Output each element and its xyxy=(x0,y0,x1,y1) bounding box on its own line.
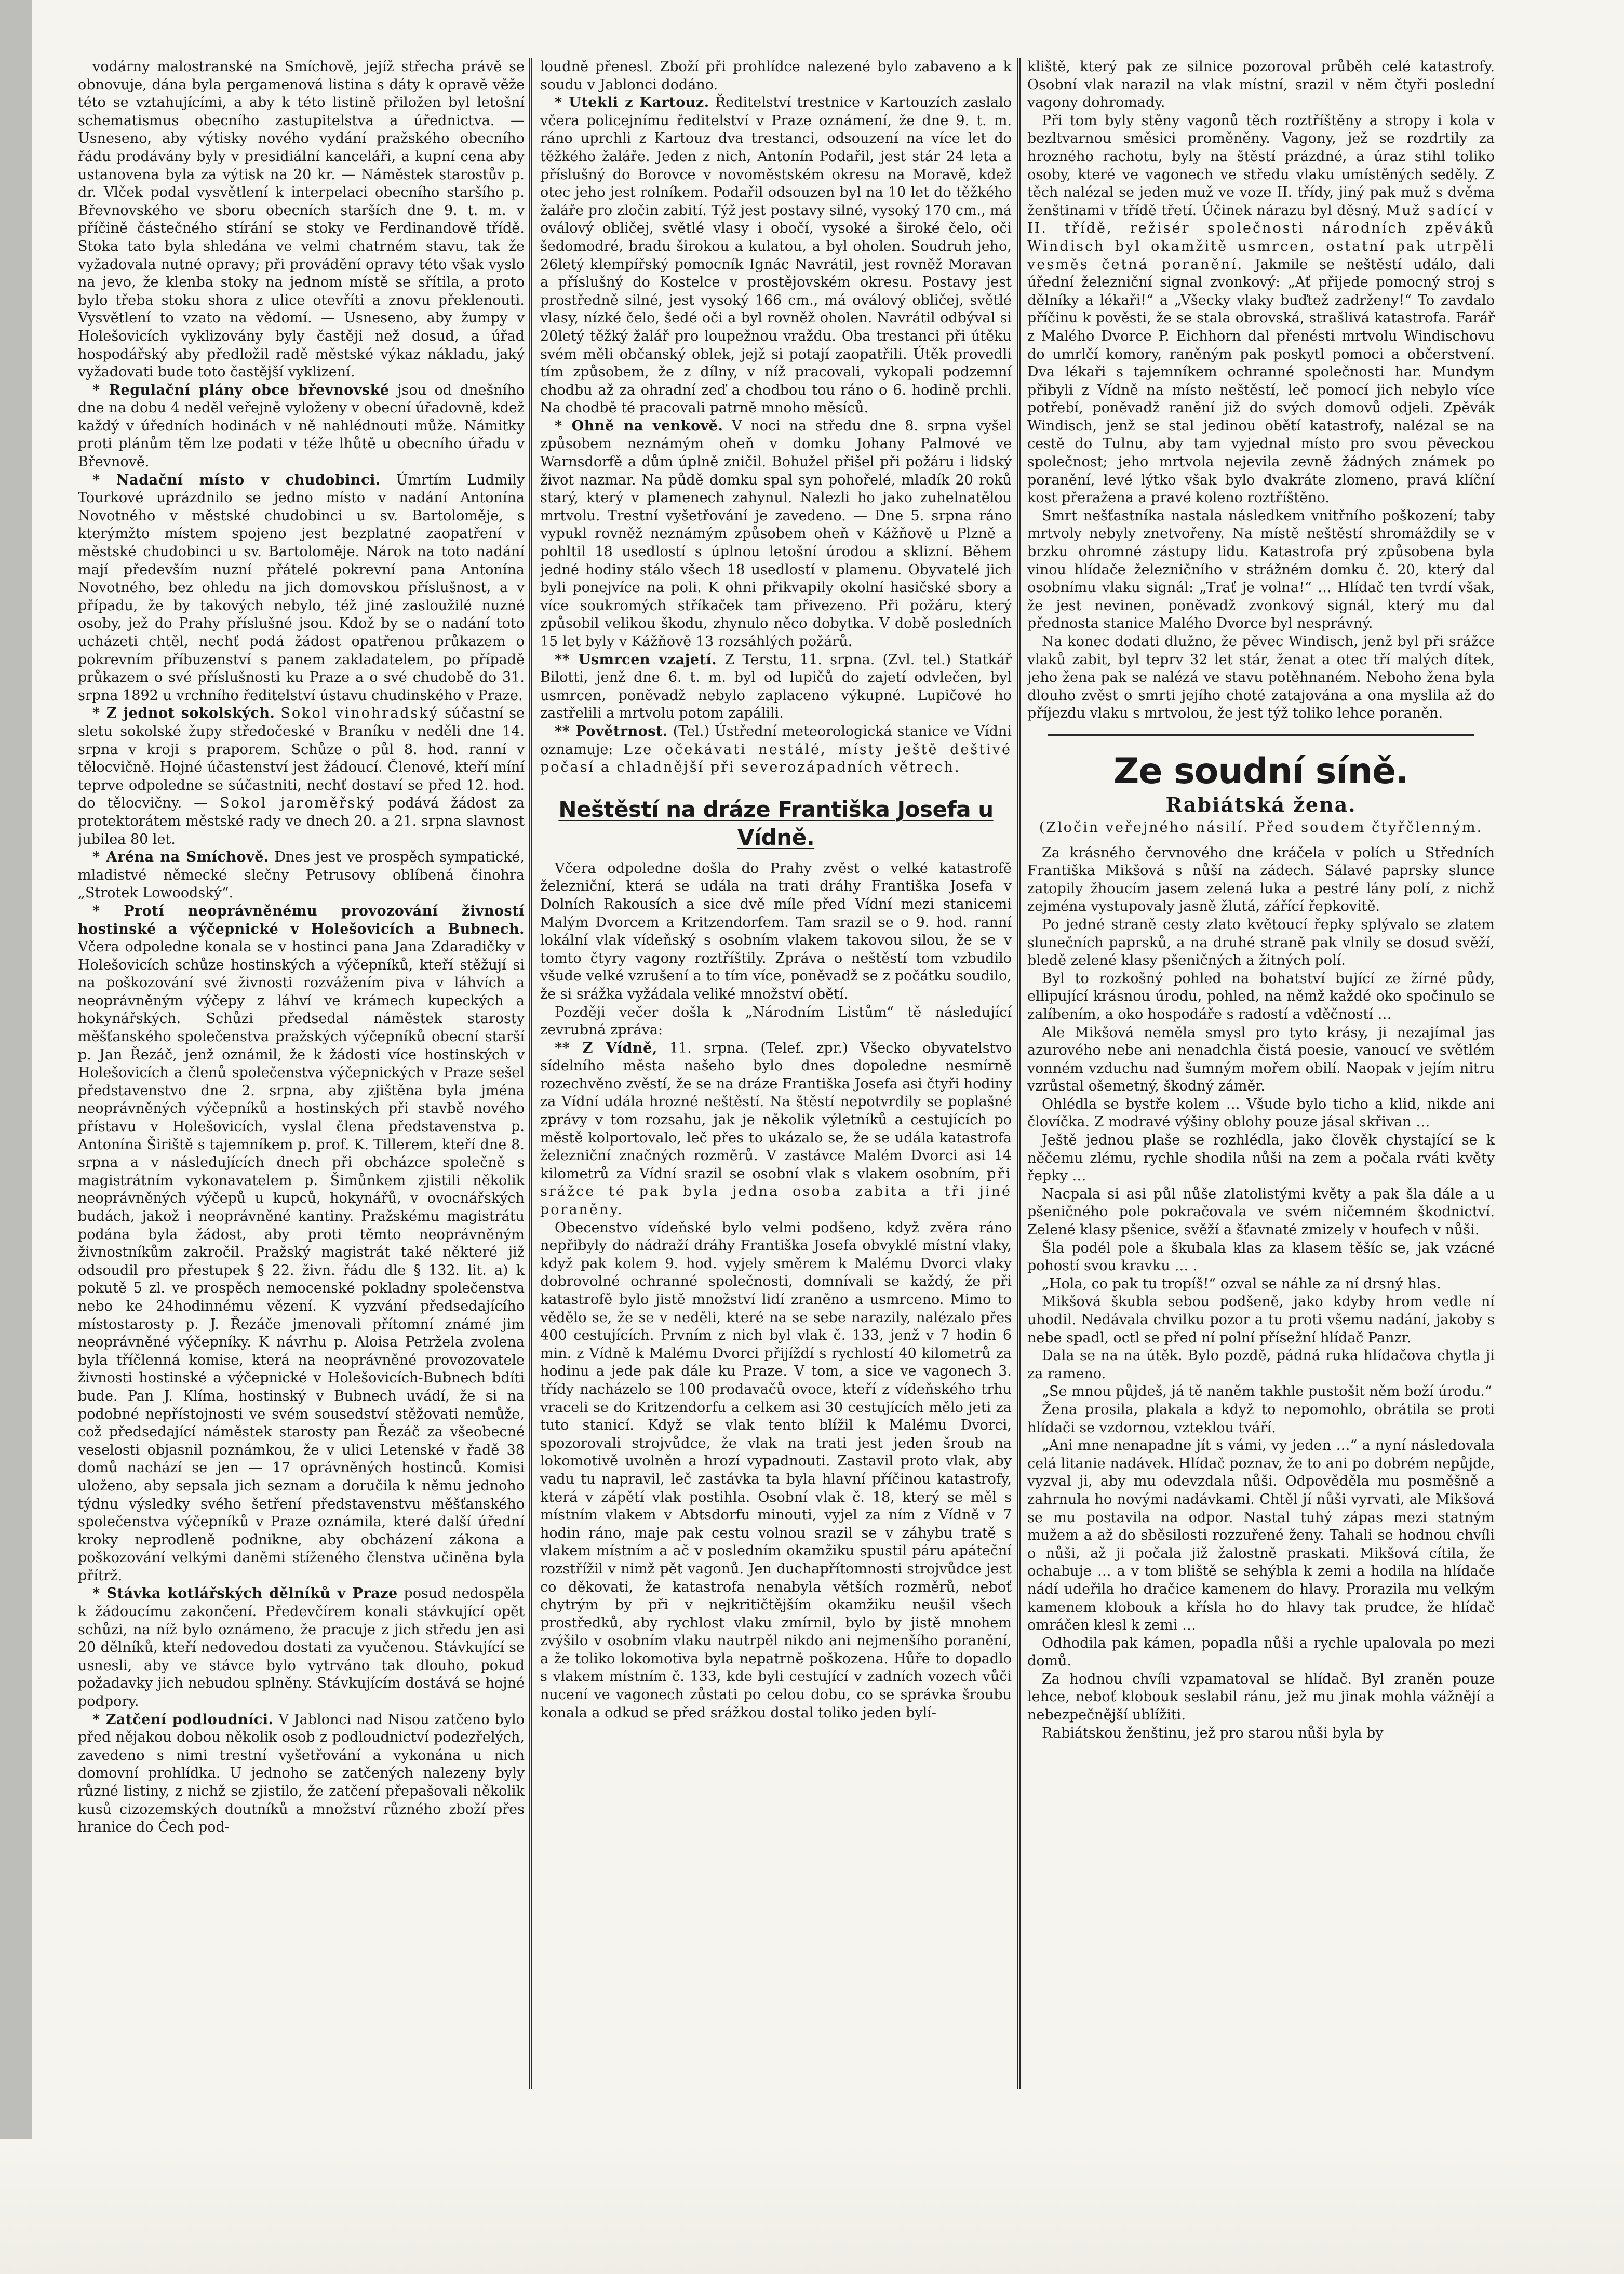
body-text: 11. srpna. (Telef. zpr.) Všecko obyvatelstvo sídelního města našeho bylo dnes dopoledne nesmírně rozechvěno zvěstí, že se na dráze Františka Josefa asi čtyři hodiny za Vídní udála hrozné neštěstí. Na štěstí nepotvrdily se poplašné zprávy v tom rozsahu, jak je několik výletníků a cestujících po městě kolportovalo, leč přes to ukázalo se, že se udála katastrofa železniční značných rozměrů. V zastávce Malém Dvorci asi 14 kilometrů za Vídní srazil se osobní vlak s vlakem osobním, xyxy=(540,1040,1012,1182)
body-text: Ohlédla se bystře kolem … Všude bylo ticho a klid, nikde ani človíčka. Z modravé výšiny oblohy pouze jásal skřivan … xyxy=(1027,1096,1495,1131)
paragraph xyxy=(1027,1635,1495,1671)
column-rule-1b xyxy=(529,58,530,2089)
news-item xyxy=(540,1040,1012,1219)
paragraph xyxy=(1027,970,1495,1024)
news-item-headline: * Z jednot sokolských. xyxy=(92,705,275,722)
news-item-headline: * Ohně na venkově. xyxy=(555,418,723,434)
emphasized-text: Muž sadící v II. třídě, režisér společnosti národních zpěváků Windisch byl okamžitě usmrcen, ostatní pak utrpěli vesměs četná poranění. xyxy=(1027,202,1495,273)
scan-left-margin xyxy=(0,0,32,2274)
paragraph xyxy=(540,1219,1012,1723)
section-headline: Ze soudní síně. xyxy=(1113,750,1408,792)
news-item-headline: * Regulační plány obce břevnovské xyxy=(92,382,390,398)
body-text: Později večer došla k „Národním Listům“ tě následující zevrubná zpráva: xyxy=(540,1004,1012,1039)
news-item-headline: * Zatčení podloudníci. xyxy=(92,1711,274,1728)
news-item xyxy=(540,723,1012,777)
emphasized-text: při srážce té pak byla jedna osoba zabita a tři jiné poraněny. xyxy=(540,1165,1012,1218)
body-text: Ředitelství trestnice v Kartouzích zaslalo včera policejnímu ředitelství v Praze oznámení, že dne 9. t. m. ráno uprchli z Kartouz dva trestanci, odsouzení na více let do těžkého žaláře. Jeden z nich, Antonín Podařil, jest stár 24 leta a příslušný do Borovce v novoměstském okresu na Moravě, kdež otec jeho jest rolníkem. Podařil odsouzen byl na 10 let do těžkého žaláře pro zločin zabití. Týž jest postavy silné, vysoký 170 cm., má oválový obličej, světlé vlasy i obočí, vysoké a široké čelo, oči šedomodré, bradu širokou a kulatou, a byl oholen. Soudruh jeho, 26letý klempířský pomocník Ignác Navrátil, jest rovněž Moravan a příslušný do Kostelce v prostějovském okresu. Postavy jest prostředně silné, jest vysoký 166 cm., má oválový obličej, světlé vlasy, nízké čelo, šedé oči a byl rovněž oholen. Navrátil odbýval si 20letý těžký žalář pro loupežnou vraždu. Oba trestanci při útěku svém měli občanský oblek, jejž si potají zaopatřili. Útěk provedli tím způsobem, že z dílny, v níž pracovali, vykopali podzemní chodbu až za ohradní zeď a chodbou tou ráno o 6. hodině prchli. Na chodbě té pracovali patrně mnoho měsíců. xyxy=(540,95,1012,416)
paragraph xyxy=(1027,1437,1495,1635)
body-text: Odhodila pak kámen, popadla nůši a rychle upalovala po mezi domů. xyxy=(1027,1635,1495,1670)
body-text: Nacpala si asi půl nůše zlatolistými květy a pak šla dále a u pšeničného pole pokračovala ve svém ničemném škodnictví. Zelené klasy pšenice, svěží a šťavnaté zmizely v houfech v nůši. xyxy=(1027,1186,1495,1239)
paragraph xyxy=(1027,1096,1495,1132)
body-text: Na konec dodati dlužno, že pěvec Windisch, jenž byl při srážce vlaků zabit, byl teprv 32 let stár, ženat a otec tří malých dítek, jeho žena pak se nalézá ve stavu potěhnaném. Neboho žena byla dlouho zvěst o smrti jejího choté zatajována a ona myslila až do příjezdu vlaku s mrtvolou, že jest týž toliko lehce poraněn. xyxy=(1027,634,1495,722)
body-text: Včera odpoledne konala se v hostinci pana Jana Zdaradičky v Holešovicích schůze hostinských a výčepníků, kteří stěžují si na poškozování své živnosti rozvážením piva v láhvích a neoprávněným výčepy z láhví ve krámech kupeckých a hokynářských. Schůzi předsedal náměstek starosty měšťanského společenstva pražských výčepníků obecní starší p. Jan Řezáč, jenž oznámil, že k žádosti více hostinských v Holešovicích a členů společenstva výčepnických v Praze sešel představenstvo dne 2. srpna, aby zjištěna byla jména neoprávněných výčepníků a hostinských při stavbě nového přístavu v Holešovicích, vyslal člena představenstva p. Antonína Širiště s tajemníkem p. prof. K. Tillerem, kteří dne 8. srpna a v následujících dnech při obcházce společně s magistrátním vykonavatelem p. Šimůnkem zjistili několik neoprávněných výčepů u kupců, hokynářů, v ovocnářských budách, jakož i neoprávněné kantiny. Pražskému magistrátu podána byla žádost, aby proti těmto neoprávněným živnostníkům zakročil. Pražský magistrát také některé již odsoudil pro přestupek § 22. živn. řádu dle § 132. lit. a) k pokutě 5 zl. ve prospěch nemocenské pokladny společenstva nebo ke 24hodinnému vězení. K vyzvání předsedajícího místostarosty p. J. Řezáče jmenovali přítomní známé jim neoprávněné výčepníky. K návrhu p. Aloisa Petržela zvolena byla tříčlenná komise, která na neoprávněné provozovatele živnosti hostinské a výčepnické v Holešovicích-Bubnech bdíti bude. Pan J. Klíma, hostinský v Bubnech uvádí, že si na podobné nepřístojnosti ve svém sousedství stěžovati nemůže, což předsedající náměstek starosty pan Řezáč za všeobecné veselosti objasnil poznámkou, že v ulici Letenské v řadě 38 domů nachází se jen — 17 oprávněných hostinců. Komisi uloženo, aby sepsala jich seznam a doručila k němu jednoho týdnu výsledky svého šetření představenstvu měšťanského společenstva výčepníků v Praze oznámila, které další úřední kroky neprodleně podnikne, aby obcházení zákona a poškozování velkými daněmi stíženého členstva učiněna byla přítrž. xyxy=(78,939,525,1584)
body-text: podává žádost za protektorátem městské rady ve dnech 20. a 21. srpna slavnost jubilea 80 let. xyxy=(78,795,525,847)
body-text: „Hola, co pak tu tropíš!“ ozval se náhle za ní drsný hlas. xyxy=(1042,1275,1441,1292)
body-text: Při tom byly stěny vagonů těch roztříštěny a stropy i kola v bezltvarnou směsici proměněny. Vagony, jež se rozdrtily za hrozného rachotu, byly na štěstí prázdné, a úraz stihl toliko osoby, které ve vagonech ve středu vlaku umístěných seděly. Z těch nalézal se jeden muž ve voze II. třídy, jiný pak muž s dvěma ženštinami v třídě třetí. Účinek nárazu byl děsný. xyxy=(1027,112,1495,219)
body-text: kliště, který pak ze silnice pozoroval průběh celé katastrofy. Osobní vlak narazil na vlak místní, srazil v něm čtyři poslední vagony dohromady. xyxy=(1027,59,1495,111)
news-item xyxy=(78,903,525,1585)
emphasized-text: Sokol jaroměřský xyxy=(220,795,376,812)
body-text: Smrt nešťastníka nastala následkem vnitřního poškození; taby mrtvoly nebyly znetvořeny. Na místě neštěstí shromáždily se v brzku ohromné zástupy lidu. Katastrofa prý způsobena byla vinou hlídače železničního v strážném domku č. 20, který dal osobnímu vlaku signál: „Trať je volna!“ … Hlídač ten tvrdí však, že jest nevinen, poněvadž zvonkový signál, který mu dal přednosta stanice Malého Dvorce byl nesprávný. xyxy=(1027,507,1495,632)
news-item-headline: * Stávka kotlářských dělníků v Praze xyxy=(92,1585,398,1602)
news-item xyxy=(540,94,1012,418)
body-text: loudně přenesl. Zboží při prohlídce nalezené bylo zabaveno a k soudu v Jablonci dodáno. xyxy=(540,59,1012,93)
news-item xyxy=(78,1711,525,1837)
body-text: Žena prosila, plakala a když to nepomohlo, obrátila se proti hlídači se vzdornou, vzteklou tváří. xyxy=(1027,1401,1495,1436)
paragraph xyxy=(1027,1024,1495,1096)
news-item-headline: * Protí neoprávněnému provozování živností hostinské a výčepnické v Holešovicích a Bubnech. xyxy=(78,903,525,937)
paragraph xyxy=(1027,916,1495,970)
body-text: Za krásného červnového dne kráčela v polích u Středních Františka Mikšová s nůší na zádech. Sálavé paprsky slunce zatopily žhoucím jasem zelená luka a pestré lány polí, z nichž zejména vystupovaly jasně žlutá, zářící řepkovitě. xyxy=(1027,844,1495,915)
section-separator xyxy=(1048,734,1474,736)
paragraph xyxy=(1027,1725,1495,1743)
column-1 xyxy=(78,58,525,2089)
paragraph xyxy=(1027,58,1495,112)
paragraph xyxy=(78,58,525,382)
body-text: Dnes jest ve prospěch sympatické, mladistvé německé slečny Petrusovy oblíbená činohra „Strotek Lowoodský“. xyxy=(78,849,525,901)
body-text: (Tel.) Ústřední meteorologická stanice ve Vídni oznamuje: xyxy=(540,723,1012,758)
scan-bottom-margin xyxy=(0,2139,1624,2274)
paragraph xyxy=(1027,1383,1495,1401)
body-text: Po jedné straně cesty zlato květoucí řepky splývalo se zlatem slunečních paprsků, a na druhé straně pak vlnily se dosud svěží, bledě zelené klasy pšeničných a žitných polí. xyxy=(1027,916,1495,969)
paragraph xyxy=(540,58,1012,94)
body-text: súčastní se sletu sokolské župy středočeské v Braníku v neděli dne 14. srpna v kroji s praporem. Schůze o půl 8. hod. ranní v tělocvičně. Hojné účastenství jest žádoucí. Členové, kteří míní teprve odpoledne se súčastniti, nechť dostaví se před 12. hod. do tělocvičny. — xyxy=(78,705,525,812)
paragraph xyxy=(1027,1132,1495,1186)
column-3 xyxy=(1027,58,1495,2089)
paragraph xyxy=(540,860,1012,1004)
body-text: Ale Mikšová neměla smysl pro tyto krásy, ji nezajímal jas azurového nebe ani nenadchla čistá poesie, vanoucí ve světlém vonném vzduchu nad šumným mořem obilí. Naopak v jejím nitru vzrůstal ošemetný, škodný záměr. xyxy=(1027,1024,1495,1095)
column-rule-1 xyxy=(531,58,532,2089)
news-item-headline: ** Z Vídně, xyxy=(555,1040,657,1056)
news-item-headline: * Nadační místo v chudobinci. xyxy=(92,472,381,488)
body-text: Šla podél pole a škubala klas za klasem těšíc se, jak vzácné pohostí svou kravku … . xyxy=(1027,1240,1495,1274)
body-text: Mikšová škubla sebou podšeně, jako kdyby hrom vedle ní uhodil. Nedávala chvilku pozor a tu proti všemu nadání, jakoby s nebe spadl, octl se před ní polní přísežní hlídač Panzr. xyxy=(1027,1294,1495,1346)
body-text: vodárny malostranské na Smíchově, jejíž střecha právě se obnovuje, dána byla pergamenová listina s dáty k opravě věže této se vztahujícími, a aby k této listině přiložen byl letošní schematismus obecního zastupitelstva a úřednictva. — Usneseno, aby výtisky nového vydání pražského obecního řádu prodávány byly v presidiální kanceláři, a kupní cena aby ustanovena byla za výtisk na 20 kr. — Náměstek starostův p. dr. Vlček podal vysvětlení k interpelaci obecního staršího p. Břevnovského ve sboru obecních starších dne 9. t. m. v příčině částečného stírání se stoky ve Ferdinandově třídě. Stoka tato byla shledána ve velmi chatrném stavu, tak že vyžadovala nutné opravy; při provádění opravy této však vyslo na jevo, že klenba stoky na jednom místě se sřítila, a proto bylo třeba stoku shora z ulice otevříti a znovu překlenouti. Vysvětlení to vzato na vědomí. — Usneseno, aby žumpy v Holešovicích vyklizovány byly častěji než dosud, a úřad hospodářský aby předložil radě městské výkaz nákladu, jaký vyžadovati bude toto častější vyklizení. xyxy=(78,59,525,381)
body-text: Z Terstu, 11. srpna. (Zvl. tel.) Statkář Bilotti, jenž dne 6. t. m. byl od lupičů do zajetí odvlečen, byl usmrcen, poněvadž nebylo zaplaceno výkupné. Lupičové ho zastřelili a mrtvolu potom zapálili. xyxy=(540,651,1012,722)
section-headline: Neštěstí na dráze Františka Josefa u Vídně. xyxy=(558,796,994,850)
column-rule-2 xyxy=(1019,58,1021,2089)
news-item xyxy=(78,1585,525,1711)
body-text: V noci na středu dne 8. srpna vyšel způsobem neznámým oheň v domku Johany Palmové ve Warnsdorfě a dům úplně zničil. Bohužel přišel při požáru i lidský život nazmar. Na půdě domku spal syn pohořelé, mladík 20 roků starý, který v plamenech zahynul. Nalezli ho jako zuhelnatělou mrtvolu. Trestní vyšetřování je zavedeno. — Dne 5. srpna ráno vypukl rovněž neznámým způsobem oheň v Kážňově u Plzně a pohltil 18 usedlostí s úplnou letošní úrodou a sklizní. Během jedné hodiny stálo všech 18 usedlostí v plamenu. Obyvatelé jich byli ponejvíce na poli. K ohni přikvapily okolní hasičské sbory a více soukromých stříkaček tam přivezeno. Při požáru, který způsobil velikou škodu, zhynulo něco dobytka. V době posledních 15 let byly v Kážňově 13 rozsáhlých požárů. xyxy=(540,418,1012,650)
paragraph xyxy=(1027,507,1495,633)
paragraph xyxy=(1027,112,1495,507)
news-item xyxy=(78,705,525,849)
news-item-headline: * Utekli z Kartouz. xyxy=(555,95,709,111)
article-subheadline: (Zločin veřejného násilí. Před soudem čtyřčlenným. xyxy=(1039,819,1483,836)
news-item-headline: ** Usmrcen vzajetí. xyxy=(555,651,717,668)
body-text: V Jablonci nad Nisou zatčeno bylo před nějakou dobou několik osob z podloudnictví podezřelých, zavedeno s nimi trestní vyšetřování a vykonána u nich domovní prohlídka. U jednoho se zatčených nalezeny byly různé listiny, z nichž se zjistilo, že zatčení přepašovali několik kusů cizozemských doutníků a množství různého zboží přes hranice do Čech pod- xyxy=(78,1711,525,1836)
body-text: Úmrtím Ludmily Tourkové uprázdnilo se jedno místo v nadání Antonína Novotného v městské chudobinci u sv. Bartoloměje, s kterýmžto místem spojeno jest bezplatné zaopatření v městské chudobinci u sv. Bartoloměje. Nárok na toto nadání mají především nuzní přátelé pokrevní pana Antonína Novotného, bez ohledu na jich domovskou příslušnost, a v případu, že by takových nebylo, též jiné zasloužilé nuzné osoby, jež do Prahy příslušné jsou. Kdož by se o nadání toto ucházeti chtěl, nechť podá žádost opatřenou průkazem o pokrevním příbuzenství s panem zakladatelem, po případě průkazem o své příslušnosti ku Praze a o své chudobě do 31. srpna 1892 u vrchního ředitelství ústavu chudinského v Praze. xyxy=(78,472,525,704)
body-text: posud nedospěla k žádoucímu zakončení. Předevčírem konali stávkující opět schůzi, na níž bylo oznámeno, že pracuje z jich středu jen asi 20 dělníků, kteří nedovedou dostati za vyučenou. Stávkující se usnesli, aby ve stávce bylo vytrváno tak dlouho, pokud požadavky jich nebudou splněny. Stávkujícím dostává se hojné podpory. xyxy=(78,1585,525,1710)
column-rule-2b xyxy=(1017,58,1018,2089)
news-item-headline: ** Povětrnost. xyxy=(555,723,668,739)
body-text: Obecenstvo vídeňské bylo velmi podšeno, když zvěra ráno nepřibyly do nádraží dráhy Františka Josefa obvyklé místní vlaky, když pak kolem 9. hod. vyjely směrem k Malému Dvorci vlaky dobrovolné ochranné společnosti, domnívali se každý, že při katastrofě bylo jistě množství lidí zraněno a usmrceno. Mimo to vědělo se, že se v neděli, které na se sebe narazily, nalézalo přes 400 cestujících. Prvním z nich byl vlak č. 133, jenž v 7 hodin 6 min. z Vídně k Malému Dvorci přijíždí s rychlostí 40 kilometrů za hodinu a jede pak dále ku Praze. V tom, a sice ve vagonech 3. třídy nacházelo se 100 prodavačů ovoce, kteří z vídeňského trhu vraceli se do Kritzendorfu a celkem asi 30 cestujících mělo jeti za tuto stanicí. Když se vlak tento blížil k Malému Dvorci, spozorovali strojvůdce, že vlak na trati jest jeden šroub na lokomotivě uvolněn a hrozí vypadnouti. Zastavil proto vlak, aby vadu tu napravil, leč zastávka ta byla hlavní příčinou katastrofy, která v zápětí vlak postihla. Osobní vlak č. 18, který se měl s místním vlakem v Abtsdorfu minouti, vyjel za ním z Vídně v 7 hodin ráno, maje pak cestu volnou srazil se v záhybu tratě s vlakem místním a ač v posledním okamžiku spustil páru apáteční rozstřížil v nimž pět vagonů. Jen duchapřítomnosti strojvůdce jest co děkovati, že katastrofa nenabyla větších rozměrů, neboť chytrým by při v nejkritičtějším okamžiku neušil všech prostředků, aby rychlost vlaku zmírnil, bylo by jistě mnohem zvýšilo v osobním vlaku nautrpěl nikdo ani nejmenšího poranění, a že toliko lokomotiva byla nepatrně poškozena. Hůře to dopadlo s vlakem místním č. 133, kde byli cestující v zadních vozech vůči nucení ve vagonech zůstati po celou dobu, co se správka šroubu konala a odkud se před srážkou dostal toliko jeden bylí- xyxy=(540,1219,1012,1721)
body-text: Za hodnou chvíli vzpamatoval se hlídač. Byl zraněn pouze lehce, neboť klobouk seslabil ránu, jež mu jinak mohla vážnějí a nebezpečnější ublížiti. xyxy=(1027,1671,1495,1724)
paragraph xyxy=(1027,1240,1495,1275)
body-text: „Se mnou půjdeš, já tě naněm takhle pustošit něm boží úrodu.“ xyxy=(1042,1383,1492,1400)
article-headline: Rabiátská žena. xyxy=(1165,792,1357,816)
paragraph xyxy=(1027,1401,1495,1437)
emphasized-text: Sokol vinohradský xyxy=(280,705,439,722)
paragraph xyxy=(1027,1347,1495,1383)
body-text: Včera odpoledne došla do Prahy zvěst o velké katastrofě železniční, která se udála na trati dráhy Františka Josefa v Dolních Rakousích a sice dvě míle před Vídní mezi stanicemi Malým Dvorcem a Kritzendorfem. Tam srazil se o 9. hod. ranní lokální vlak vídeňský s osobním vlakem takovou silou, že se v tomto čtyry vagony roztříštily. Zpráva o neštěstí tom vzbudilo všude velké vzrušení a to tím více, poněvadž se z počátku soudilo, že si srážka vyžádala veliké množství obětí. xyxy=(540,860,1012,1002)
paragraph xyxy=(1027,633,1495,723)
column-2 xyxy=(540,58,1012,2089)
paragraph xyxy=(1027,1293,1495,1347)
news-item xyxy=(540,418,1012,651)
news-item-headline: * Aréna na Smíchově. xyxy=(92,849,269,866)
body-text: Ještě jednou plaše se rozhlédla, jako člověk chystající se k něčemu zlému, rychle shodila nůši na zem a počala rváti květy řepky … xyxy=(1027,1132,1495,1185)
body-text: Byl to rozkošný pohled na bohatství bující ze žírné půdy, ellipující krásnou úrodu, pohled, na němž každé oko spočinulo se zalíbením, a oko hospodáře s radostí a vděčností … xyxy=(1027,970,1495,1022)
news-item xyxy=(78,382,525,472)
body-text: Rabiátskou ženštinu, jež pro starou nůši byla by xyxy=(1042,1725,1384,1741)
news-item xyxy=(78,849,525,903)
paragraph xyxy=(540,1004,1012,1040)
body-text: Jakmile se neštěstí událo, dali úřední železniční signal zvonkový: „Ať přijede pomocný stroj s dělníky a lékaři!“ a „Všecky vlaky buďtež zadrženy!“ To zavdalo příčinu k pověsti, že se stala obrovská, strašlivá katastrofa. Farář z Malého Dvorce P. Eichhorn dal přenésti mrtvolu Windischovu do umrlčí komory, raněným pak poskytl pomoci a občerstvení. Dva lékaři s tajemníkem ochranné společnosti har. Mundym přibyli z Vídně na místo neštěstí, leč pomocí jich nebylo více potřebí, poněvadž ranění již do svých domovů odjeli. Zpěvák Windisch, jenž se stal jedinou obětí katastrofy, nalézal se na cestě do Tulnu, aby tam vyjednal místo pro svou pěveckou společnost; jeho mrtvola nejevila zevně žádných známek po poranění, levé lýtko však bylo dvakráte zlomeno, pravá klíční kost přeražena a pravé koleno roztříštěno. xyxy=(1027,256,1495,506)
body-text: „Ani mne nenapadne jít s vámi, vy jeden …“ a nyní následovala celá litanie nadávek. Hlídač poznav, že to ani po dobrém nepůjde, vyzval ji, aby mu odevzdala nůši. Odpověděla mu posměšně a zahrnula ho novými nadávkami. Chtěl jí nůši vyrvati, ale Mikšová se mu postavila na odpor. Nastal tuhý zápas mezi statným mužem a až do sběsilosti rozzuřené ženy. Tahali se hodnou chvíli o nůši, až ji počala již žalostně praskati. Mikšová cítila, že ochabuje … a v tom bliště se sehýbla k zemi a hodila na hlídače nádí udeřila ho dračice kamenem do hlavy. Prorazila mu velkým kamenem klobouk a křísla ho do hlavy tak prudce, že hlídač omráčen klesl k zemi … xyxy=(1027,1437,1495,1634)
news-item xyxy=(78,472,525,705)
paragraph xyxy=(1027,1671,1495,1725)
emphasized-text: Lze očekávati nestálé, místy ještě deštivé počasí a chladnější při severozápadních větrech. xyxy=(540,741,1012,776)
news-item xyxy=(540,651,1012,723)
body-text: Dala se na na útěk. Bylo pozdě, pádná ruka hlídačova chytla ji za rameno. xyxy=(1027,1348,1495,1382)
paragraph xyxy=(1027,1186,1495,1240)
paragraph xyxy=(1027,844,1495,916)
body-text: jsou od dnešního dne na dobu 4 neděl veřejně vyloženy v obecní úřadovně, kdež každý v úředních hodinách v ně nahlédnouti může. Námitky proti plánům těm lze podati v téže lhůtě u obecního úřadu v Břevnově. xyxy=(78,382,525,470)
paragraph xyxy=(1027,1275,1495,1294)
